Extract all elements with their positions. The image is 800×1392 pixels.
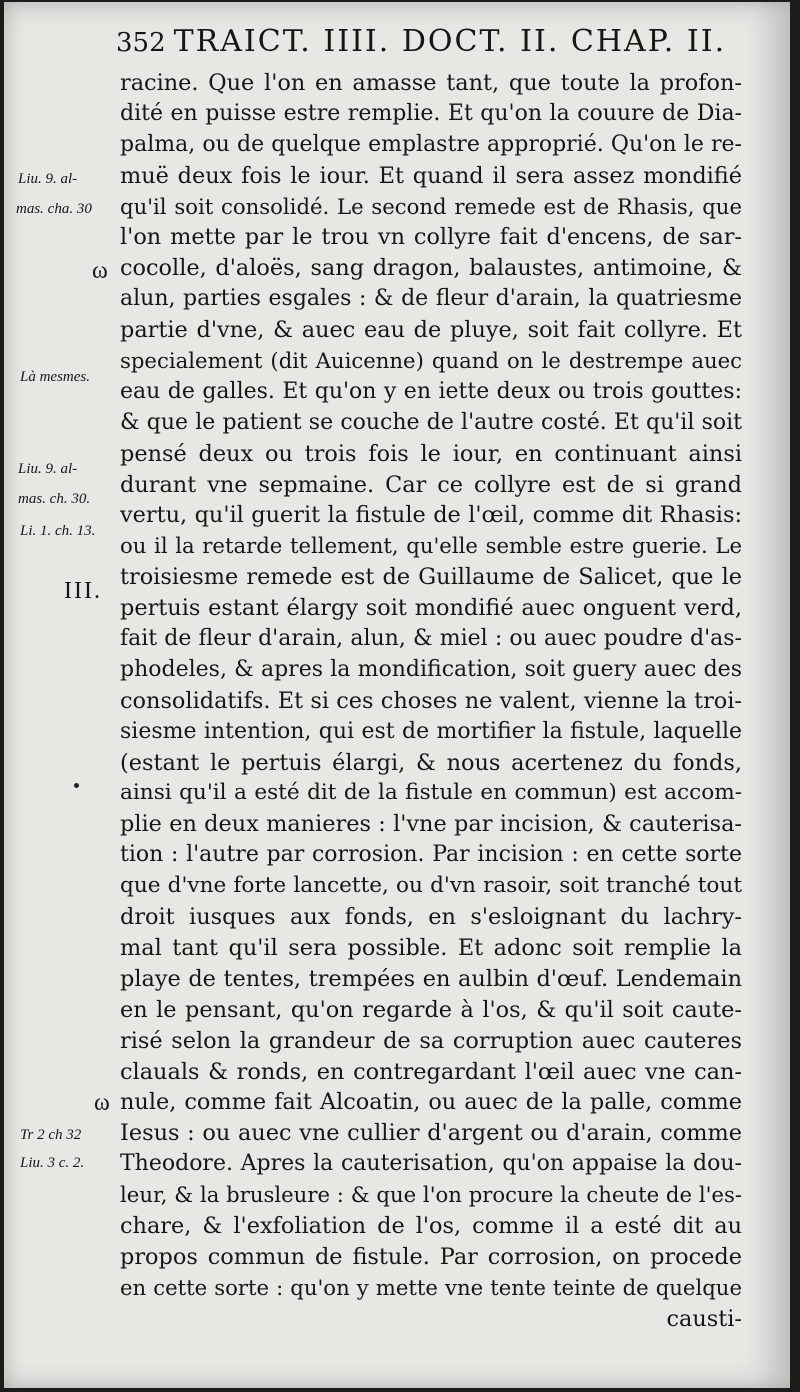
margin-note: mas. ch. 30. xyxy=(18,491,91,507)
text-line: pertuis estant élargy soit mondifié auec onguent verd, xyxy=(120,595,742,622)
margin-note: mas. cha. 30 xyxy=(16,201,92,217)
margin-note: Liu. 9. al- xyxy=(18,171,78,187)
section-number: III. xyxy=(64,578,102,604)
text-line: consolidatifs. Et si ces choses ne valent, vienne la troi- xyxy=(120,687,742,714)
margin-note: Là mesmes. xyxy=(20,369,90,385)
text-line: phodeles, & apres la mondification, soit guery auec des xyxy=(120,656,742,682)
body-text xyxy=(120,68,742,1335)
text-line: racine. Que l'on en amasse tant, que toute la profon- xyxy=(120,70,742,96)
margin-note: Li. 1. ch. 13. xyxy=(20,523,96,539)
text-line: tion : l'autre par corrosion. Par incision : en cette sorte xyxy=(120,842,742,868)
text-line: & que le patient se couche de l'autre costé. Et qu'il soit xyxy=(120,409,742,435)
text-line: (estant le pertuis élargi, & nous acertenez du fonds, xyxy=(120,749,742,776)
text-line: Theodore. Apres la cauterisation, qu'on appaise la dou- xyxy=(120,1151,742,1177)
text-line: siesme intention, qui est de mortifier la fistule, laquelle xyxy=(120,718,742,744)
text-line: nule, comme fait Alcoatin, ou auec de la palle, comme xyxy=(120,1089,742,1116)
text-line: propos commun de fistule. Par corrosion, on procede xyxy=(120,1243,742,1270)
text-line: eau de galles. Et qu'on y en iette deux ou trois gouttes: xyxy=(120,378,742,404)
text-line: palma, ou de quelque emplastre approprié. Qu'on le re- xyxy=(120,131,742,157)
text-line: vertu, qu'il guerit la fistule de l'œil, comme dit Rhasis: xyxy=(120,502,742,529)
text-line: playe de tentes, trempées en aulbin d'œuf. Lendemain xyxy=(120,965,742,992)
text-line: ou il la retarde tellement, qu'elle semble estre guerie. Le xyxy=(120,533,742,559)
text-line: mal tant qu'il sera possible. Et adonc soit remplie la xyxy=(120,934,742,961)
text-line: en cette sorte : qu'on y mette vne tente teinte de quelque xyxy=(120,1274,742,1300)
text-line: alun, parties esgales : & de fleur d'arain, la quatriesme xyxy=(120,286,742,312)
text-line: que d'vne forte lancette, ou d'vn rasoir, soit tranché tout xyxy=(120,873,742,899)
running-header xyxy=(116,24,726,61)
text-line: cocolle, d'aloës, sang dragon, balaustes, antimoine, & xyxy=(120,255,742,282)
margin-note: Liu. 9. al- xyxy=(18,461,78,477)
text-line: muë deux fois le iour. Et quand il sera assez mondifié xyxy=(120,162,742,189)
text-line: chare, & l'exfoliation de l'os, comme il a esté dit au xyxy=(120,1212,742,1239)
page-number: 352 xyxy=(116,28,166,58)
running-title: TRAICT. IIII. DOCT. II. CHAP. II. xyxy=(173,24,727,59)
text-line: specialement (dit Auicenne) quand on le destrempe auec xyxy=(120,348,742,374)
text-line: troisiesme remede est de Guillaume de Salicet, que le xyxy=(120,564,742,591)
text-line: droit iusques aux fonds, en s'esloignant du lachry- xyxy=(120,904,742,931)
text-line: fait de fleur d'arain, alun, & miel : ou auec poudre d'as- xyxy=(120,626,742,652)
text-line: pensé deux ou trois fois le iour, en continuant ainsi xyxy=(120,440,742,467)
text-line: plie en deux manieres : l'vne par incision, & cauterisa- xyxy=(120,811,742,838)
catchword: causti- xyxy=(666,1305,742,1332)
text-line: l'on mette par le trou vn collyre fait d'encens, de sar- xyxy=(120,224,742,251)
margin-note: Liu. 3 c. 2. xyxy=(20,1155,85,1171)
text-line: partie d'vne, & auec eau de pluye, soit fait collyre. Et xyxy=(120,317,742,344)
text-line: clauals & ronds, en contregardant l'œil auec vne can- xyxy=(120,1058,742,1085)
margin-note: Tr 2 ch 32 xyxy=(20,1127,82,1143)
ornament-mark: ω xyxy=(94,1090,110,1116)
text-line: durant vne sepmaine. Car ce collyre est de si grand xyxy=(120,471,742,498)
text-line: en le pensant, qu'on regarde à l'os, & qu'il soit caute- xyxy=(120,996,742,1023)
text-line: Iesus : ou auec vne cullier d'argent ou d'arain, comme xyxy=(120,1120,742,1147)
text-line: qu'il soit consolidé. Le second remede est de Rhasis, que xyxy=(120,193,742,219)
book-page xyxy=(4,2,790,1388)
text-line: ainsi qu'il a esté dit de la fistule en commun) est accom- xyxy=(120,780,742,806)
text-line: dité en puisse estre remplie. Et qu'on la couure de Dia- xyxy=(120,100,742,126)
ornament-mark: ω xyxy=(92,258,108,284)
text-line: leur, & la brusleure : & que l'on procure la cheute de l'es- xyxy=(120,1182,742,1208)
margin-dot xyxy=(74,783,79,788)
text-line: risé selon la grandeur de sa corruption auec cauteres xyxy=(120,1027,742,1054)
